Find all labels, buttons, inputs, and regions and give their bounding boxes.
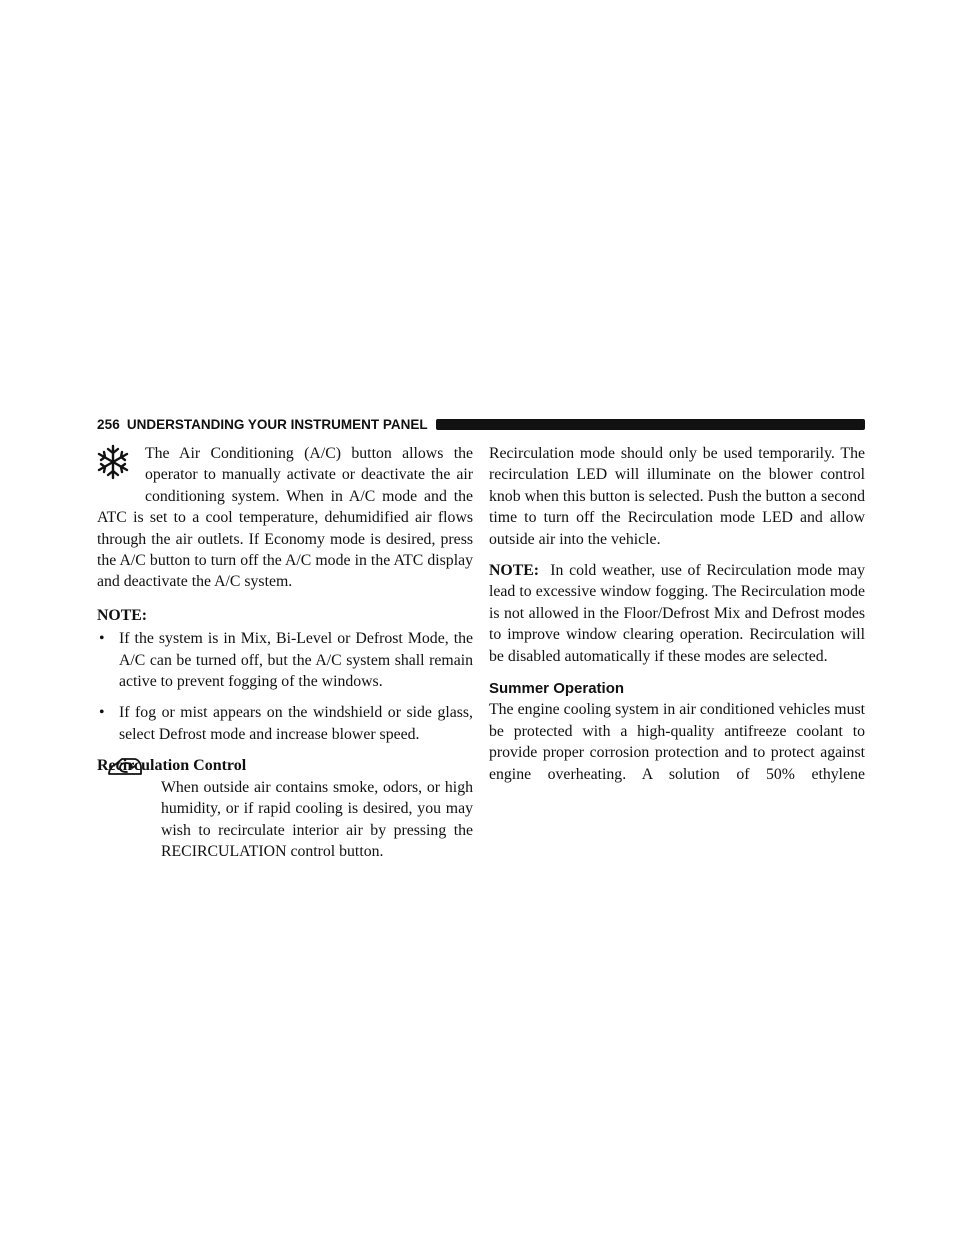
note-label: NOTE: xyxy=(489,562,540,580)
recirculation-paragraph: When outside air contains smoke, odors, or high humidity, or if rapid cooling is desired, you may wish to recirculate interior air by pressing the RECIRCULATION control button. xyxy=(161,778,473,860)
left-column xyxy=(97,443,473,862)
bullet-dot: • xyxy=(99,704,105,722)
recirculation-icon xyxy=(106,754,144,780)
ac-paragraph-line-2: operator to manually activate or deactivate the air xyxy=(145,466,473,484)
bullet-text-1: If the system is in Mix, Bi-Level or Defrost Mode, the A/C can be turned off, but the A/C system shall remain active to prevent fogging of the windows. xyxy=(119,630,473,691)
note-bullet-2 xyxy=(97,702,473,745)
note-paragraph xyxy=(489,560,865,667)
ac-paragraph-line-1: The Air Conditioning (A/C) button allows the xyxy=(145,445,473,462)
header-rule xyxy=(436,419,865,430)
right-column xyxy=(489,443,865,785)
bullet-dot: • xyxy=(99,630,105,648)
section-title: UNDERSTANDING YOUR INSTRUMENT PANEL xyxy=(126,416,428,432)
ac-paragraph-line-3: conditioning system. When in A/C mode and the xyxy=(145,487,473,505)
summer-operation-paragraph: The engine cooling system in air conditioned vehicles must be protected with a high-quality antifreeze coolant to provide proper corrosion protection and to protect against engine overheating. A solution of 50% ethylene xyxy=(489,701,865,783)
note-heading xyxy=(97,605,473,626)
note-label: NOTE: xyxy=(97,606,148,624)
note-text: In cold weather, use of Recirculation mode may lead to excessive window fogging. The Recirculation mode is not allowed in the Floor/Defrost Mix and Defrost modes to improve window clearing operation. Recirculation will be disabled automatically if these modes are selected. xyxy=(489,562,865,665)
page-number: 256 xyxy=(97,416,120,432)
summer-operation-heading: Summer Operation xyxy=(489,680,625,698)
recirculation-continued: Recirculation mode should only be used temporarily. The recirculation LED will illuminate on the blower control knob when this button is selected. Push the button a second time to turn off the Recirculation mode LED and allow outside air into the vehicle. xyxy=(489,445,865,548)
note-bullet-1 xyxy=(97,628,473,692)
page-header xyxy=(97,414,865,434)
ac-paragraph-rest: ATC is set to a cool temperature, dehumidified air flows through the air outlets. If Economy mode is desired, press the A/C button to turn off the A/C mode in the ATC display and deactivate the A/C system. xyxy=(97,509,473,591)
bullet-text-2: If fog or mist appears on the windshield or side glass, select Defrost mode and increase blower speed. xyxy=(119,704,473,743)
recirculation-heading: Recirculation Control xyxy=(97,757,247,775)
